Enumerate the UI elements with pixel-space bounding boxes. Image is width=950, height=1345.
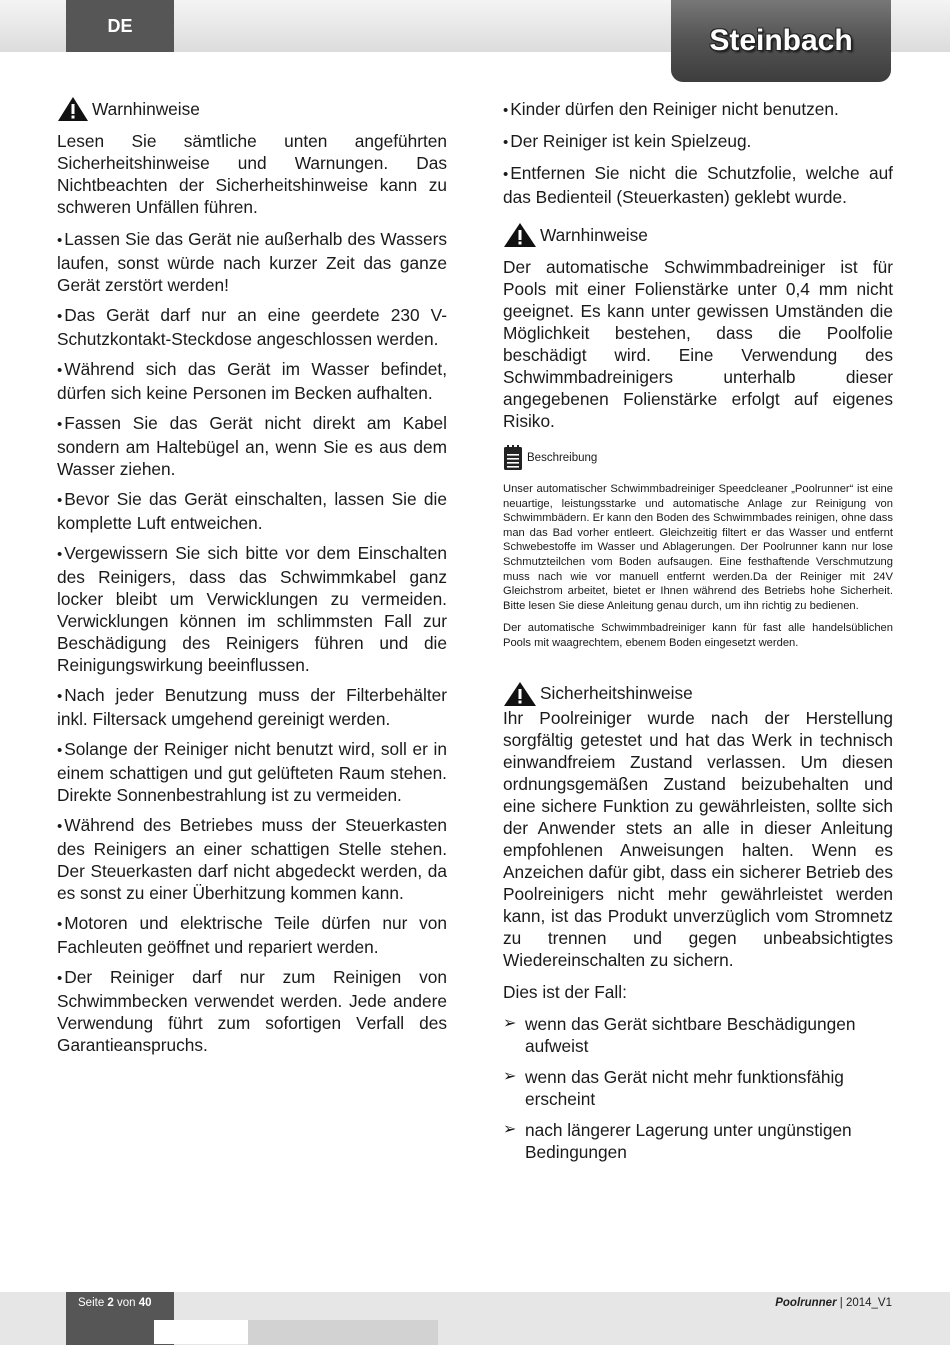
safety-title: Sicherheitshinweise [540, 683, 693, 704]
warning-title: Warnhinweise [92, 98, 200, 119]
case-list [503, 1013, 893, 1163]
list-item: • Der Reiniger ist kein Spielzeug. [503, 131, 752, 151]
safety-heading [503, 681, 893, 707]
page-number: Seite 2 von 40 [78, 1297, 152, 1309]
brand-logo: Steinbach [709, 24, 853, 57]
warning-icon [503, 222, 537, 248]
list-item: • Fassen Sie das Gerät nicht direkt am Kabel sondern am Haltebügel an, wenn Sie es aus dem Wasser ziehen. [57, 413, 447, 479]
list-item: • Vergewissern Sie sich bitte vor dem Einschalten des Reinigers, dass das Schwimmkabel ganz locker bleibt um Verwicklungen zu vermeiden. Verwicklungen können im schlimmsten Fall zur Beschädigung des Reinigers führen und die Reinigungswirkung beeinflussen. [57, 543, 447, 675]
warning-paragraph: Der automatische Schwimmbadreiniger ist für Pools mit einer Folienstärke unter 0,4 mm nicht geeignet. Es kann unter gewissen Umständen die Möglichkeit bestehen, dass die Poolfolie beschädigt wird. Eine Verwendung des Schwimmbadreinigers unterhalb dieser angegebenen Folienstärke erfolgt auf eigenes Risiko. [503, 257, 893, 431]
list-item: ➢ wenn das Gerät sichtbare Beschädigungen aufweist [503, 1013, 856, 1056]
bullet-icon: • [503, 134, 509, 151]
brand-tab [671, 0, 891, 82]
warning-icon [503, 681, 537, 707]
right-column [503, 98, 893, 1172]
safety-paragraph: Ihr Poolreiniger wurde nach der Herstellung sorgfältig getestet und hat das Werk in technisch einwandfreiem Zustand verlassen. Um diesen ordnungsgemäßen Zustand beizubehalten und eine sichere Funktion zu gewährleisten, sollte sich der Anwender stets an alle in dieser Anleitung empfohlenen Anweisungen halten. Wenn es Anzeichen dafür gibt, dass ein sicherer Betrieb des Poolreinigers nicht mehr gewährleistet werden kann, ist das Produkt unverzüglich vom Stromnetz zu trennen und gegen unbeabsichtigtes Wiedereinschalten zu sichern. [503, 707, 894, 970]
arrow-bullet-icon: ➢ [503, 1067, 517, 1085]
list-item: • Motoren und elektrische Teile dürfen nur von Fachleuten geöffnet und repariert werden. [57, 913, 447, 957]
list-item: • Kinder dürfen den Reiniger nicht benutzen. [503, 99, 839, 119]
description-paragraph-2: Der automatische Schwimmbadreiniger kann für fast alle handelsüblichen Pools mit waagrechtem, ebenem Boden eingesetzt werden. [503, 622, 893, 649]
description-heading [503, 444, 893, 472]
notepad-icon [503, 445, 523, 471]
bullet-icon: • [57, 492, 63, 509]
language-label: DE [107, 15, 133, 36]
footer-white-block [154, 1320, 248, 1344]
list-item: • Während sich das Gerät im Wasser befindet, dürfen sich keine Personen im Becken aufhalten. [57, 359, 447, 403]
left-column [57, 96, 447, 1064]
list-item: • Der Reiniger darf nur zum Reinigen von Schwimmbecken verwendet werden. Jede andere Verwendung führt zum sofortigen Verfall des Garantieanspruchs. [57, 967, 447, 1055]
safety-bullet-list [57, 228, 447, 1056]
list-item: • Bevor Sie das Gerät einschalten, lassen Sie die komplette Luft entweichen. [57, 489, 447, 533]
bullet-icon: • [503, 102, 509, 119]
list-item: • Lassen Sie das Gerät nie außerhalb des Wassers laufen, sonst würde nach kurzer Zeit das ganze Gerät zerstört werden! [57, 229, 447, 295]
case-intro: Dies ist der Fall: [503, 981, 627, 1002]
bullet-icon: • [57, 416, 63, 433]
warning-heading [57, 96, 447, 122]
product-version: Poolrunner | 2014_V1 [775, 1297, 892, 1309]
bullet-icon: • [57, 970, 63, 987]
bullet-icon: • [57, 742, 63, 759]
arrow-bullet-icon: ➢ [503, 1120, 517, 1138]
bullet-icon: • [57, 308, 63, 325]
warning-title: Warnhinweise [540, 224, 648, 245]
warning-heading [503, 222, 893, 248]
warning-icon [57, 96, 89, 122]
list-item: ➢ wenn das Gerät nicht mehr funktionsfähig erscheint [503, 1066, 844, 1109]
bullet-icon: • [57, 362, 63, 379]
list-item: • Nach jeder Benutzung muss der Filterbehälter inkl. Filtersack umgehend gereinigt werden. [57, 685, 447, 729]
list-item: ➢ nach längerer Lagerung unter ungünstigen Bedingungen [503, 1119, 852, 1162]
arrow-bullet-icon: ➢ [503, 1014, 517, 1032]
bullet-icon: • [57, 916, 63, 933]
intro-paragraph: Lesen Sie sämtliche unten angeführten Sicherheitshinweise und Warnungen. Das Nichtbeachten der Sicherheitshinweise kann zu schweren Unfällen führen. [57, 131, 447, 217]
description-title: Beschreibung [527, 452, 598, 464]
language-tab [66, 0, 174, 52]
list-item: • Entfernen Sie nicht die Schutzfolie, welche auf das Bedienteil (Steuerkasten) geklebt wurde. [503, 163, 893, 207]
list-item: • Während des Betriebes muss der Steuerkasten des Reinigers an einer schattigen Stelle stehen. Der Steuerkasten darf nicht abgedeckt werden, da es sonst zu einer Überhitzung kommen kann. [57, 815, 447, 903]
bullet-icon: • [57, 546, 63, 563]
list-item: • Solange der Reiniger nicht benutzt wird, soll er in einem schattigen und gut gelüfteten Raum stehen. Direkte Sonnenbestrahlung ist zu vermeiden. [57, 739, 447, 805]
list-item: • Das Gerät darf nur an eine geerdete 230 V-Schutzkontakt-Steckdose angeschlossen werden. [57, 305, 447, 349]
footer-shade [248, 1320, 438, 1345]
bullet-icon: • [57, 818, 63, 835]
bullet-icon: • [57, 688, 63, 705]
bullet-icon: • [57, 232, 63, 249]
bullet-icon: • [503, 166, 509, 183]
description-paragraph: Unser automatischer Schwimmbadreiniger Speedcleaner „Poolrunner“ ist eine neuartige, leistungsstarke und automatische Anlage zur Reinigung von Schwimmbädern. Er kann den Boden des Schwimmbades reinigen, ohne dass man das Bad vorher entleert. Gleichzeitig filtert er das Wasser und entfernt Schwebestoffe im Wasser und Ablagerungen. Der Poolrunner kann nur lose Schmutzteilchen vom Boden aufsaugen. Eine festhaftende Verschmutzung muss nach wie vor manuell entfernt werden.Da der Reiniger mit 24V Gleichstrom arbeitet, bietet er Ihnen während des Betriebs hohe Sicherheit. Bitte lesen Sie diese Anleitung genau durch, um ihn richtig zu bedienen. [503, 483, 893, 612]
